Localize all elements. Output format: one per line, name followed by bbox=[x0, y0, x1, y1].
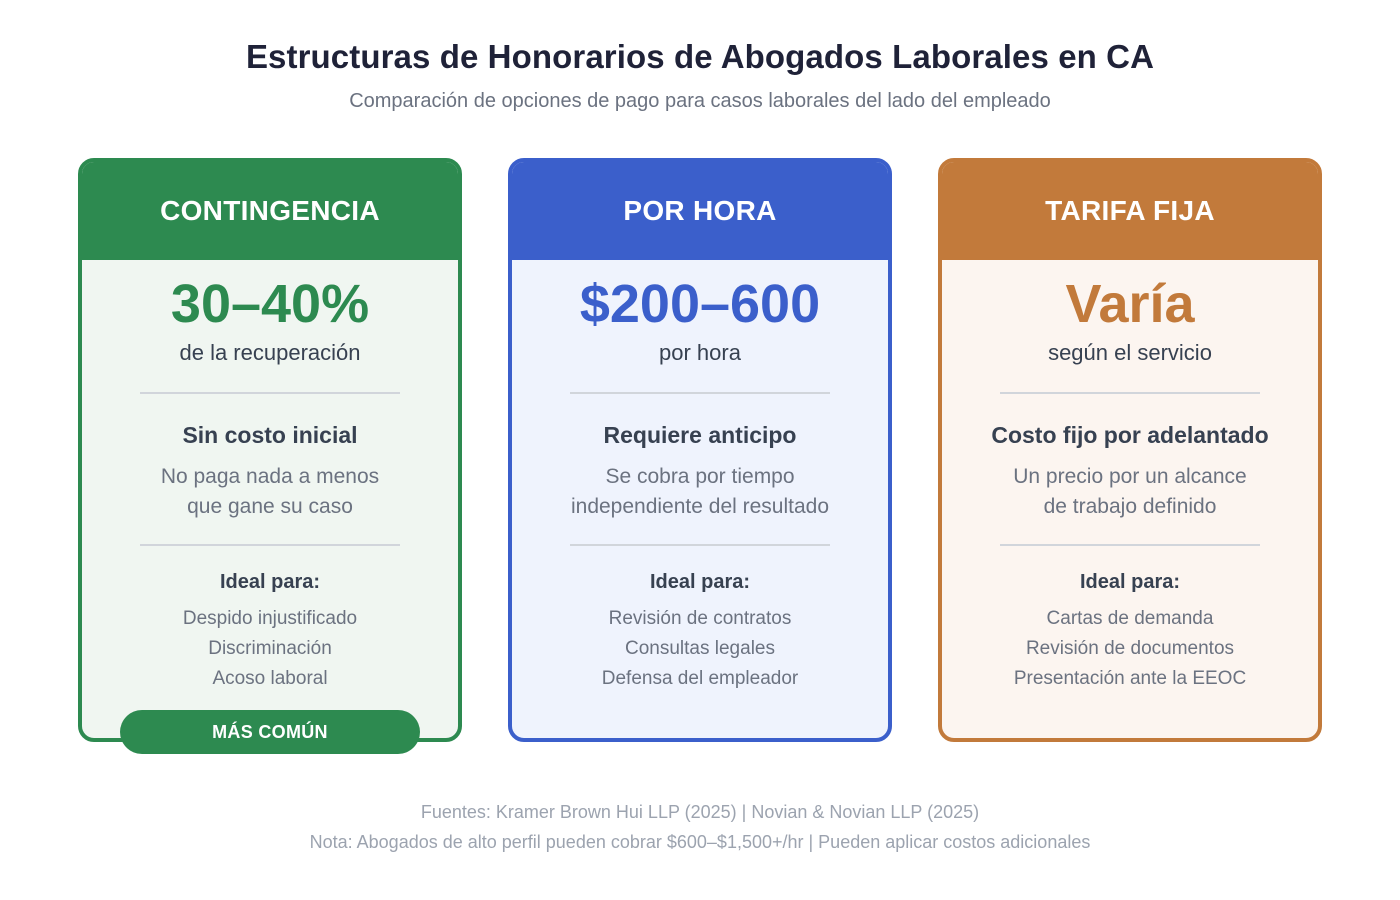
list-item: Discriminación bbox=[208, 638, 332, 659]
card-heading: Sin costo inicial bbox=[182, 422, 358, 448]
fee-value: Varía bbox=[1065, 274, 1195, 334]
description-line: Se cobra por tiempo bbox=[605, 465, 795, 488]
fee-value-unit: según el servicio bbox=[1048, 340, 1212, 365]
divider bbox=[1000, 392, 1260, 394]
list-item: Cartas de demanda bbox=[1046, 608, 1214, 629]
most-common-badge: MÁS COMÚN bbox=[120, 710, 420, 754]
card-heading: Requiere anticipo bbox=[603, 422, 797, 448]
card-header: CONTINGENCIA bbox=[82, 162, 458, 260]
card-description bbox=[512, 462, 888, 522]
card-header: POR HORA bbox=[512, 162, 888, 260]
footnote: Nota: Abogados de alto perfil pueden cobrar $600–$1,500+/hr | Pueden aplicar costos adicionales bbox=[309, 832, 1091, 852]
ideal-for-label: Ideal para: bbox=[649, 571, 751, 593]
list-item: Revisión de documentos bbox=[1025, 638, 1235, 659]
fee-card-hourly bbox=[508, 158, 892, 742]
description-line: que gane su caso bbox=[187, 495, 353, 518]
fee-value: $200–600 bbox=[579, 274, 821, 334]
card-header: TARIFA FIJA bbox=[942, 162, 1318, 260]
divider bbox=[570, 392, 830, 394]
fee-card-contingency bbox=[78, 158, 462, 742]
ideal-for-label: Ideal para: bbox=[219, 571, 321, 593]
ideal-for-list bbox=[512, 604, 888, 694]
fee-value-unit: de la recuperación bbox=[179, 340, 361, 365]
description-line: independiente del resultado bbox=[570, 495, 830, 518]
ideal-for-label: Ideal para: bbox=[1079, 571, 1181, 593]
card-description bbox=[942, 462, 1318, 522]
list-item: Revisión de contratos bbox=[608, 608, 792, 629]
description-line: Un precio por un alcance bbox=[1013, 465, 1247, 488]
sources-note: Fuentes: Kramer Brown Hui LLP (2025) | Novian & Novian LLP (2025) bbox=[420, 802, 980, 822]
list-item: Defensa del empleador bbox=[601, 668, 799, 689]
fee-card-flat-rate bbox=[938, 158, 1322, 742]
card-heading: Costo fijo por adelantado bbox=[991, 422, 1269, 448]
description-line: de trabajo definido bbox=[1043, 495, 1217, 518]
list-item: Presentación ante la EEOC bbox=[1013, 668, 1247, 689]
description-line: No paga nada a menos bbox=[160, 465, 380, 488]
page-title: Estructuras de Honorarios de Abogados Laborales en CA bbox=[245, 38, 1155, 75]
divider bbox=[140, 544, 400, 546]
ideal-for-list bbox=[942, 604, 1318, 694]
fee-value-unit: por hora bbox=[659, 340, 741, 365]
divider bbox=[140, 392, 400, 394]
list-item: Despido injustificado bbox=[182, 608, 358, 629]
ideal-for-list bbox=[82, 604, 458, 694]
list-item: Acoso laboral bbox=[212, 668, 328, 689]
list-item: Consultas legales bbox=[625, 638, 775, 659]
page-subtitle: Comparación de opciones de pago para casos laborales del lado del empleado bbox=[349, 90, 1051, 112]
divider bbox=[570, 544, 830, 546]
divider bbox=[1000, 544, 1260, 546]
fee-value: 30–40% bbox=[170, 274, 370, 334]
card-description bbox=[82, 462, 458, 522]
